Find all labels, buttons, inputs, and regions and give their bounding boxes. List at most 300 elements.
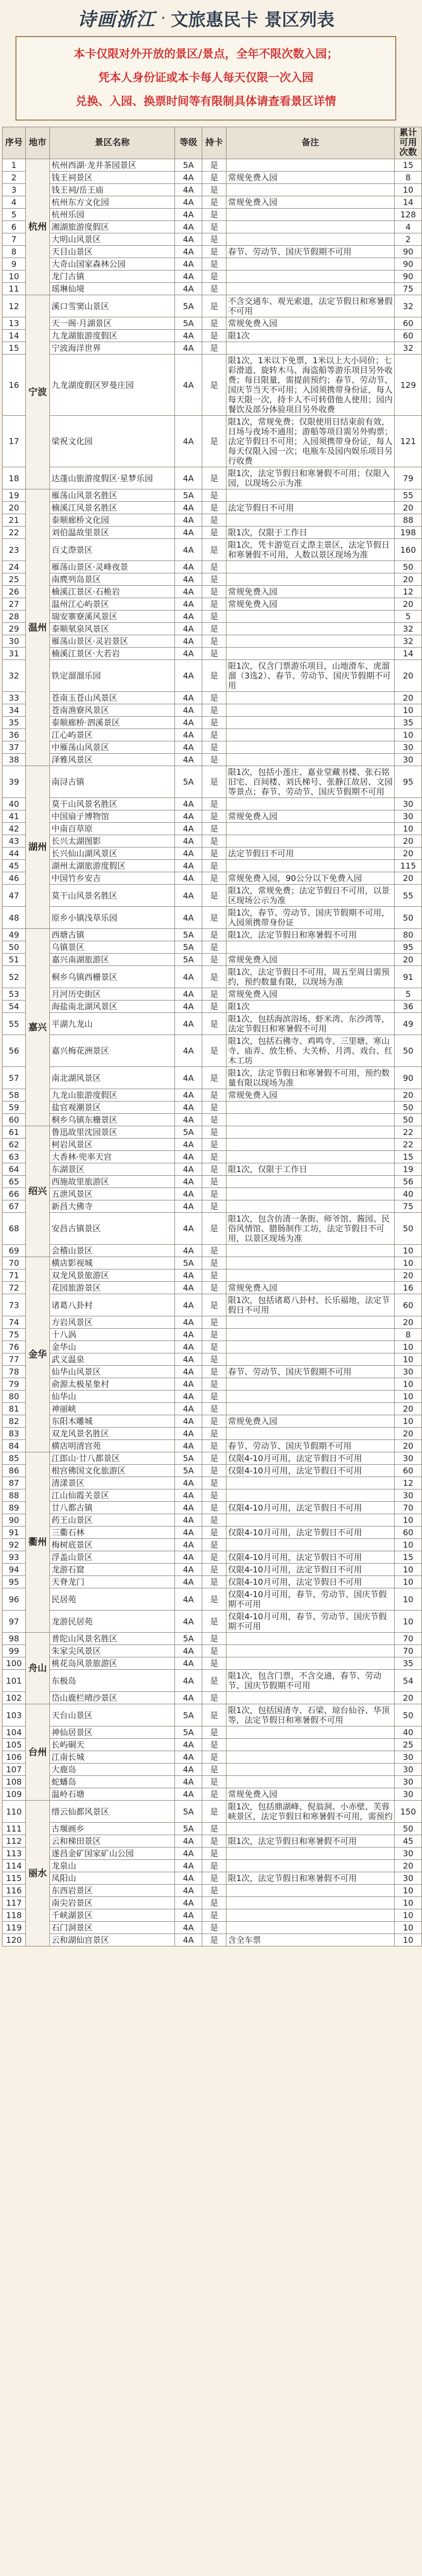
cell-count: 14 [395, 648, 422, 660]
cell-level: 4A [175, 1035, 202, 1067]
cell-note [226, 648, 395, 660]
cell-level: 4A [175, 1415, 202, 1428]
cell-level: 4A [175, 1527, 202, 1539]
cell-hold: 是 [202, 885, 226, 907]
table-row [3, 330, 422, 342]
cell-count: 20 [395, 1860, 422, 1872]
cell-city: 金华 [26, 1257, 50, 1452]
table-row [3, 1353, 422, 1366]
table-row [3, 648, 422, 660]
cell-level: 4A [175, 1477, 202, 1489]
table-row [3, 283, 422, 295]
table-row [3, 1576, 422, 1588]
table-row [3, 1341, 422, 1353]
col-header-city: 地市 [26, 127, 50, 159]
cell-note [226, 1151, 395, 1163]
cell-name: 会稽山景区 [50, 1245, 175, 1257]
cell-no: 10 [3, 270, 26, 283]
cell-note [226, 1897, 395, 1909]
cell-count: 32 [395, 342, 422, 354]
cell-count: 50 [395, 1704, 422, 1726]
cell-hold: 是 [202, 1788, 226, 1801]
cell-hold: 是 [202, 907, 226, 929]
cell-level: 4A [175, 1489, 202, 1502]
cell-no: 97 [3, 1611, 26, 1633]
table-row [3, 1860, 422, 1872]
cell-note [226, 1403, 395, 1415]
cell-no: 18 [3, 467, 26, 489]
table-row [3, 1067, 422, 1089]
cell-note: 限1次，法定节假日和寒暑假不可用 [226, 1835, 395, 1848]
table-row [3, 196, 422, 209]
cell-level: 4A [175, 1341, 202, 1353]
table-row [3, 514, 422, 527]
table-row [3, 823, 422, 835]
table-row [3, 860, 422, 872]
cell-no: 94 [3, 1564, 26, 1576]
cell-name: 九龙山旅游度假区 [50, 1089, 175, 1101]
cell-count: 50 [395, 1114, 422, 1126]
table-row [3, 1035, 422, 1067]
cell-count: 75 [395, 1200, 422, 1213]
cell-name: 诸葛八卦村 [50, 1294, 175, 1316]
cell-count: 10 [395, 1909, 422, 1922]
cell-note [226, 1764, 395, 1776]
table-row [3, 1101, 422, 1114]
cell-no: 56 [3, 1035, 26, 1067]
cell-count: 60 [395, 317, 422, 330]
cell-note: 限1次，春节、劳动节、国庆节假期不可用，入园须携带身份证 [226, 907, 395, 929]
cell-city: 温州 [26, 489, 50, 766]
table-row [3, 1551, 422, 1564]
cell-hold: 是 [202, 1527, 226, 1539]
cell-name: 千峡湖景区 [50, 1909, 175, 1922]
cell-name: 嘉兴梅花洲景区 [50, 1035, 175, 1067]
cell-level: 4A [175, 1213, 202, 1245]
cell-count: 4 [395, 221, 422, 233]
cell-city: 湖州 [26, 766, 50, 929]
cell-no: 105 [3, 1739, 26, 1751]
cell-no: 52 [3, 966, 26, 988]
cell-no: 16 [3, 354, 26, 416]
cell-count: 198 [395, 527, 422, 539]
cell-hold: 是 [202, 295, 226, 317]
cell-no: 38 [3, 754, 26, 766]
cell-hold: 是 [202, 467, 226, 489]
title-separator: · [161, 9, 166, 27]
cell-count: 19 [395, 1163, 422, 1176]
cell-note [226, 184, 395, 196]
cell-count: 12 [395, 586, 422, 598]
cell-name: 凤阳山 [50, 1872, 175, 1885]
cell-count: 60 [395, 330, 422, 342]
cell-level: 4A [175, 330, 202, 342]
cell-hold: 是 [202, 872, 226, 885]
cell-name: 桃花岛风景旅游区 [50, 1657, 175, 1670]
cell-note [226, 1391, 395, 1403]
cell-no: 36 [3, 729, 26, 741]
cell-note [226, 1692, 395, 1704]
cell-name: 东阳木雕城 [50, 1415, 175, 1428]
cell-name: 天台山景区 [50, 1704, 175, 1726]
cell-hold: 是 [202, 848, 226, 860]
table-row [3, 1801, 422, 1823]
cell-no: 55 [3, 1013, 26, 1035]
cell-level: 4A [175, 561, 202, 573]
cell-name: 温州江心屿景区 [50, 598, 175, 611]
cell-name: 西施故里旅游区 [50, 1176, 175, 1188]
table-row [3, 1200, 422, 1213]
cell-name: 楠溪江景区·石桅岩 [50, 586, 175, 598]
table-row [3, 172, 422, 184]
cell-hold: 是 [202, 586, 226, 598]
cell-level: 4A [175, 1909, 202, 1922]
cell-count: 70 [395, 1633, 422, 1645]
cell-note [226, 1489, 395, 1502]
cell-level: 4A [175, 1897, 202, 1909]
cell-note: 春节、劳动节、国庆节假期不可用 [226, 1440, 395, 1452]
table-row [3, 1245, 422, 1257]
cell-hold: 是 [202, 1013, 226, 1035]
table-row [3, 1726, 422, 1739]
cell-level: 4A [175, 848, 202, 860]
cell-no: 116 [3, 1885, 26, 1897]
cell-name: 新昌大佛寺 [50, 1200, 175, 1213]
cell-name: 楠溪江景区·大若岩 [50, 648, 175, 660]
table-row [3, 717, 422, 729]
cell-name: 三衢石林 [50, 1527, 175, 1539]
cell-level: 4A [175, 1848, 202, 1860]
cell-no: 108 [3, 1776, 26, 1788]
cell-count: 20 [395, 872, 422, 885]
table-row [3, 561, 422, 573]
cell-count: 88 [395, 514, 422, 527]
cell-name: 月河历史街区 [50, 988, 175, 1001]
cell-name: 杭州西湖·龙井茶园景区 [50, 159, 175, 172]
cell-count: 40 [395, 1188, 422, 1200]
cell-level: 4A [175, 1101, 202, 1114]
table-row [3, 159, 422, 172]
cell-no: 70 [3, 1257, 26, 1269]
cell-hold: 是 [202, 1909, 226, 1922]
table-row [3, 766, 422, 798]
cell-hold: 是 [202, 798, 226, 810]
cell-count: 20 [395, 660, 422, 692]
cell-count: 50 [395, 1823, 422, 1835]
cell-note [226, 1126, 395, 1139]
cell-level: 4A [175, 1001, 202, 1013]
cell-note [226, 1922, 395, 1934]
cell-name: 横店明清宫苑 [50, 1440, 175, 1452]
cell-level: 4A [175, 1514, 202, 1527]
cell-level: 4A [175, 1872, 202, 1885]
cell-note [226, 704, 395, 717]
cell-level: 5A [175, 1452, 202, 1465]
cell-name: 天脊龙门 [50, 1576, 175, 1588]
cell-no: 58 [3, 1089, 26, 1101]
cell-count: 20 [395, 848, 422, 860]
cell-count: 10 [395, 1588, 422, 1611]
cell-level: 4A [175, 467, 202, 489]
cell-no: 62 [3, 1139, 26, 1151]
cell-note: 限1次，法定节假日和寒暑假不可用 [226, 929, 395, 941]
table-row [3, 1329, 422, 1341]
cell-note [226, 1848, 395, 1860]
cell-name: 瑶琳仙境 [50, 283, 175, 295]
cell-note: 常规免费入园 [226, 954, 395, 966]
cell-hold: 是 [202, 598, 226, 611]
cell-no: 96 [3, 1588, 26, 1611]
cell-note: 仅限4-10月可用，法定节假日不可用 [226, 1465, 395, 1477]
table-row [3, 1163, 422, 1176]
cell-hold: 是 [202, 573, 226, 586]
table-row [3, 611, 422, 623]
cell-hold: 是 [202, 1934, 226, 1946]
cell-note [226, 798, 395, 810]
cell-level: 4A [175, 1860, 202, 1872]
cell-name: 嘉兴南湖旅游区 [50, 954, 175, 966]
cell-count: 55 [395, 885, 422, 907]
page-title: 文旅惠民卡 景区列表 [170, 9, 335, 30]
cell-hold: 是 [202, 354, 226, 416]
cell-count: 10 [395, 1391, 422, 1403]
cell-note: 仅限4-10月可用，法定节假日不可用 [226, 1576, 395, 1588]
brand-title: 诗画浙江 [77, 8, 156, 30]
cell-note: 春节、劳动节、国庆节假期不可用 [226, 1366, 395, 1378]
cell-name: 清漾景区 [50, 1477, 175, 1489]
table-row [3, 1316, 422, 1329]
cell-count: 14 [395, 196, 422, 209]
cell-level: 4A [175, 209, 202, 221]
cell-hold: 是 [202, 741, 226, 754]
cell-no: 8 [3, 246, 26, 258]
cell-no: 57 [3, 1067, 26, 1089]
cell-level: 4A [175, 1366, 202, 1378]
cell-count: 121 [395, 416, 422, 467]
table-row [3, 741, 422, 754]
cell-no: 44 [3, 848, 26, 860]
cell-level: 4A [175, 741, 202, 754]
cell-level: 5A [175, 1704, 202, 1726]
cell-level: 5A [175, 295, 202, 317]
cell-hold: 是 [202, 196, 226, 209]
cell-hold: 是 [202, 1282, 226, 1294]
cell-count: 90 [395, 258, 422, 270]
cell-no: 86 [3, 1465, 26, 1477]
table-row [3, 1282, 422, 1294]
cell-name: 大明山风景区 [50, 233, 175, 246]
cell-level: 4A [175, 1428, 202, 1440]
cell-hold: 是 [202, 835, 226, 848]
cell-no: 101 [3, 1670, 26, 1692]
cell-no: 67 [3, 1200, 26, 1213]
cell-count: 30 [395, 1788, 422, 1801]
cell-hold: 是 [202, 623, 226, 635]
table-row [3, 1934, 422, 1946]
cell-count: 91 [395, 966, 422, 988]
table-row [3, 502, 422, 514]
table-row [3, 848, 422, 860]
cell-note [226, 1776, 395, 1788]
cell-name: 盐官观潮景区 [50, 1101, 175, 1114]
cell-name: 长兴太湖图影 [50, 835, 175, 848]
table-row [3, 1776, 422, 1788]
cell-no: 92 [3, 1539, 26, 1551]
cell-no: 26 [3, 586, 26, 598]
table-row [3, 1764, 422, 1776]
cell-name: 大香林·兜率天宫 [50, 1151, 175, 1163]
cell-name: 温岭石塘 [50, 1788, 175, 1801]
cell-count: 49 [395, 1013, 422, 1035]
cell-count: 8 [395, 172, 422, 184]
cell-no: 95 [3, 1576, 26, 1588]
cell-note: 限1次，法定节假日和寒暑假不可用，预约数量有限以现场为准 [226, 1067, 395, 1089]
cell-note: 限1次，包括海滨浴场、虾米湾、东沙湾等，法定节假日和寒暑假不可用 [226, 1013, 395, 1035]
table-row [3, 489, 422, 502]
cell-no: 40 [3, 798, 26, 810]
cell-level: 4A [175, 1922, 202, 1934]
cell-hold: 是 [202, 184, 226, 196]
cell-name: 苍南渔寮风景区 [50, 704, 175, 717]
table-row [3, 184, 422, 196]
cell-no: 2 [3, 172, 26, 184]
cell-hold: 是 [202, 1514, 226, 1527]
cell-name: 南北湖风景区 [50, 1067, 175, 1089]
cell-no: 68 [3, 1213, 26, 1245]
table-row [3, 295, 422, 317]
cell-level: 4A [175, 1692, 202, 1704]
cell-no: 6 [3, 221, 26, 233]
cell-city: 衢州 [26, 1452, 50, 1633]
cell-count: 60 [395, 1465, 422, 1477]
cell-no: 102 [3, 1692, 26, 1704]
table-row [3, 354, 422, 416]
cell-no: 112 [3, 1835, 26, 1848]
cell-level: 5A [175, 1126, 202, 1139]
cell-count: 90 [395, 270, 422, 283]
cell-no: 54 [3, 1001, 26, 1013]
cell-name: 神丽峡 [50, 1403, 175, 1415]
cell-count: 5 [395, 611, 422, 623]
cell-count: 15 [395, 1151, 422, 1163]
cell-note [226, 270, 395, 283]
cell-level: 4A [175, 1163, 202, 1176]
table-row [3, 1415, 422, 1428]
cell-level: 4A [175, 729, 202, 741]
cell-level: 4A [175, 966, 202, 988]
cell-name: 浮盖山景区 [50, 1551, 175, 1564]
cell-level: 4A [175, 1391, 202, 1403]
cell-hold: 是 [202, 966, 226, 988]
cell-hold: 是 [202, 941, 226, 954]
cell-hold: 是 [202, 1316, 226, 1329]
cell-hold: 是 [202, 1067, 226, 1089]
cell-hold: 是 [202, 1477, 226, 1489]
cell-level: 5A [175, 1465, 202, 1477]
cell-note [226, 717, 395, 729]
cell-name: 古堰画乡 [50, 1823, 175, 1835]
cell-level: 4A [175, 1764, 202, 1776]
cell-count: 70 [395, 1502, 422, 1514]
cell-count: 20 [395, 1269, 422, 1282]
table-header-row [3, 127, 422, 159]
cell-no: 13 [3, 317, 26, 330]
cell-note [226, 209, 395, 221]
cell-no: 1 [3, 159, 26, 172]
cell-note [226, 1657, 395, 1670]
cell-hold: 是 [202, 954, 226, 966]
cell-hold: 是 [202, 1257, 226, 1269]
cell-no: 69 [3, 1245, 26, 1257]
cell-hold: 是 [202, 754, 226, 766]
cell-count: 30 [395, 1776, 422, 1788]
cell-name: 江山仙霞关景区 [50, 1489, 175, 1502]
cell-hold: 是 [202, 416, 226, 467]
cell-hold: 是 [202, 1245, 226, 1257]
cell-count: 20 [395, 1089, 422, 1101]
cell-note: 法定节假日不可用 [226, 848, 395, 860]
cell-name: 铁定溜溜乐园 [50, 660, 175, 692]
cell-count: 50 [395, 907, 422, 929]
cell-note [226, 623, 395, 635]
table-row [3, 1588, 422, 1611]
table-row [3, 704, 422, 717]
cell-name: 溪口雪窦山景区 [50, 295, 175, 317]
cell-hold: 是 [202, 1551, 226, 1564]
cell-no: 103 [3, 1704, 26, 1726]
cell-count: 20 [395, 502, 422, 514]
cell-no: 14 [3, 330, 26, 342]
table-body [3, 159, 422, 1946]
table-row [3, 1440, 422, 1452]
cell-note: 限1次，仅限于工作日 [226, 527, 395, 539]
cell-no: 24 [3, 561, 26, 573]
cell-name: 石门洞景区 [50, 1922, 175, 1934]
table-row [3, 623, 422, 635]
cell-name: 平湖九龙山 [50, 1013, 175, 1035]
cell-note [226, 635, 395, 648]
cell-name: 楠溪江风景名胜区 [50, 502, 175, 514]
table-row [3, 527, 422, 539]
cell-count: 30 [395, 741, 422, 754]
cell-no: 91 [3, 1527, 26, 1539]
cell-no: 59 [3, 1101, 26, 1114]
cell-no: 120 [3, 1934, 26, 1946]
cell-no: 78 [3, 1366, 26, 1378]
col-header-count: 累计可用次数 [395, 127, 422, 159]
cell-note [226, 1860, 395, 1872]
col-header-hold: 持卡 [202, 127, 226, 159]
cell-count: 20 [395, 598, 422, 611]
cell-name: 横店影视城 [50, 1257, 175, 1269]
cell-level: 4A [175, 704, 202, 717]
cell-name: 湘湖旅游度假区 [50, 221, 175, 233]
table-row [3, 941, 422, 954]
cell-level: 4A [175, 860, 202, 872]
cell-name: 俞源太极星象村 [50, 1378, 175, 1391]
cell-note [226, 573, 395, 586]
cell-no: 17 [3, 416, 26, 467]
cell-name: 杭州乐园 [50, 209, 175, 221]
notice-line-1: 本卡仅限对外开放的景区/景点，全年不限次数入园； [73, 48, 339, 61]
cell-name: 泰顺廊桥·泗溪景区 [50, 717, 175, 729]
notice-box [15, 36, 396, 121]
cell-note [226, 729, 395, 741]
table-row [3, 342, 422, 354]
cell-count: 10 [395, 1245, 422, 1257]
cell-note: 仅限4-10月可用，法定节假日不可用 [226, 1527, 395, 1539]
cell-name: 廿八都古镇 [50, 1502, 175, 1514]
